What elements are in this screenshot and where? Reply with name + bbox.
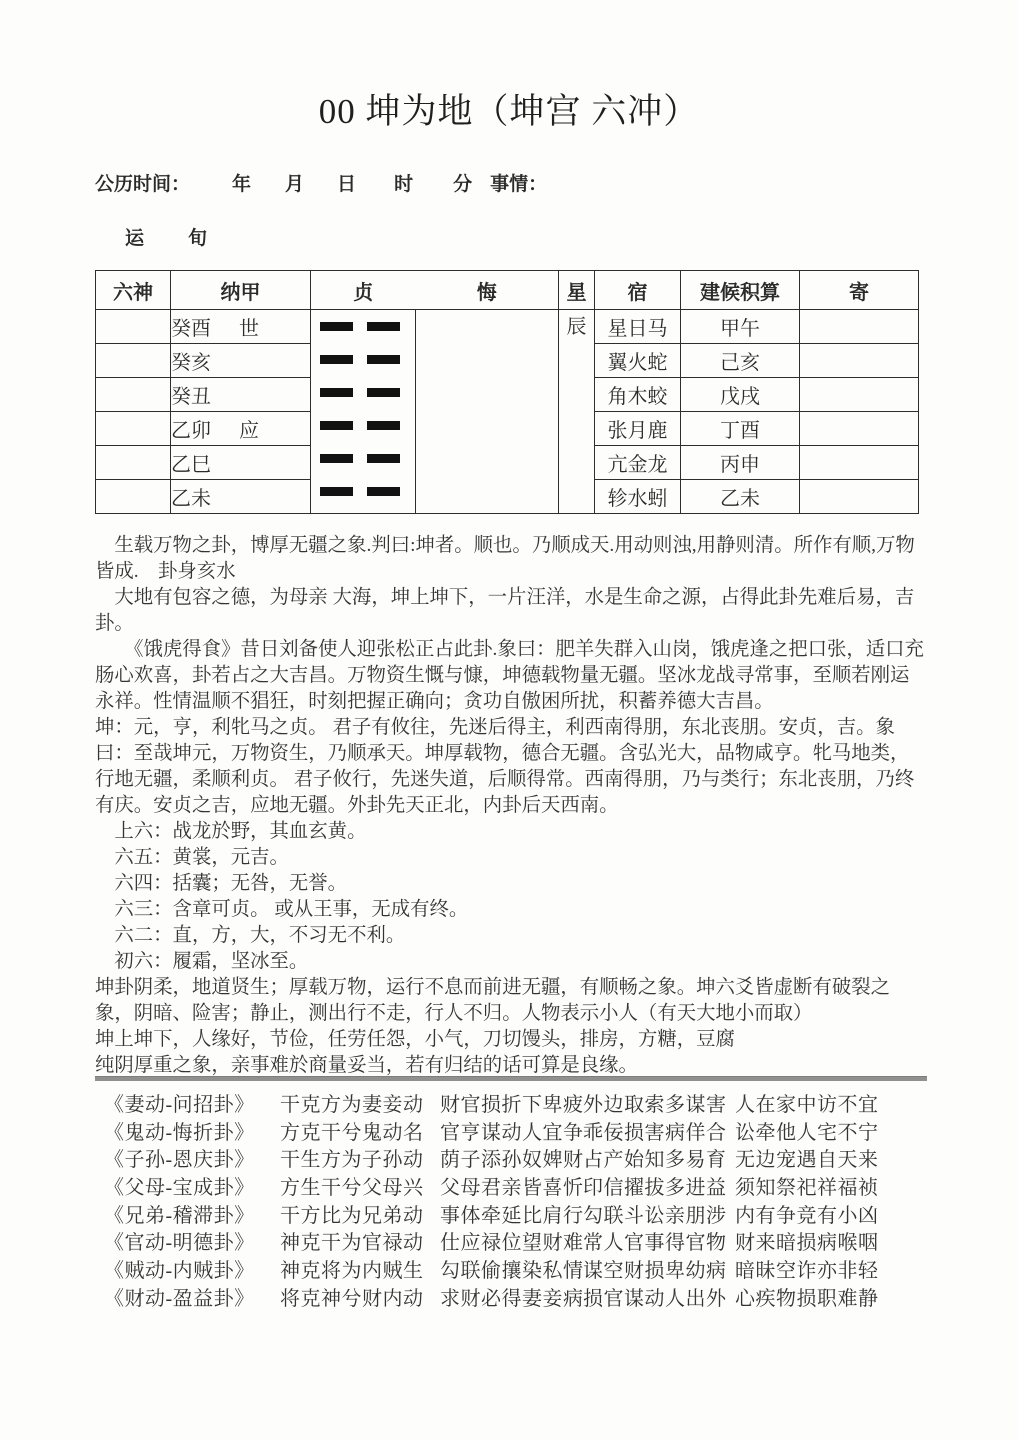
liushen-cell [96, 480, 171, 514]
ji-cell [800, 446, 919, 480]
verse-row [104, 1147, 879, 1175]
verse-row [104, 1203, 879, 1231]
yin-line-icon [311, 376, 415, 409]
col-header-jianhou: 建候积算 [681, 271, 800, 310]
verse-row [104, 1175, 879, 1203]
jianhou-cell: 乙未 [681, 480, 800, 514]
line-bar [320, 421, 353, 431]
yun-xun-line [125, 223, 207, 250]
liushen-cell [96, 344, 171, 378]
paragraph: 六三：含章可贞。 或从王事，无成有终。 [95, 899, 469, 920]
line-bar [320, 388, 353, 398]
verse-col-2: 干克方为妻妾动 [280, 1094, 424, 1116]
verse-table [104, 1092, 879, 1314]
line-bar [320, 355, 353, 365]
paragraph: 坤上坤下，人缘好，节俭，任劳任怨，小气，刀切馒头，排房，方糖，豆腐 [95, 1029, 735, 1050]
ji-cell [800, 344, 919, 378]
stem-branch-text: 癸酉 [171, 318, 211, 340]
col-header-zhen-hui [311, 271, 559, 310]
verse-row [104, 1230, 879, 1258]
paragraph: 大地有包容之德，为母亲 大海，坤上坤下，一片汪洋，水是生命之源，占得此卦先难后易，吉卦。 [95, 587, 915, 634]
line-bar [367, 322, 400, 332]
paragraph: 生载万物之卦，博厚无疆之象.判曰:坤者。顺也。乃顺成天.用动则浊,用静则清。所作有顺,万物皆成. 卦身亥水 [95, 535, 915, 582]
verse-col-3: 求财必得妻妾病 [440, 1287, 584, 1310]
hexagram-table [95, 270, 919, 514]
xing-cell: 辰 [559, 310, 595, 514]
verse-row [104, 1286, 879, 1314]
paragraph: 坤：元，亨，利牝马之贞。 君子有攸往，先迷后得主，利西南得朋，东北丧朋。安贞，吉。象曰：至哉坤元，万物资生，乃顺承天。坤厚载物，德合无疆。含弘光大，品物咸亨。牝马地类，行地无疆，柔顺利贞。 君子攸行，先迷失道，后顺得常。西南得朋，乃与类行；东北丧朋，乃终有庆。安贞之吉，应地无疆。外卦先天正北，内卦后天西南。 [95, 717, 915, 816]
xun-label: 旬 [188, 228, 208, 249]
verse-col-4: 外边取索多谋害 [583, 1094, 727, 1116]
jianhou-cell: 己亥 [681, 344, 800, 378]
verse-col-4: 勾联斗讼亲朋涉 [583, 1204, 727, 1227]
paragraph: 六四：括囊；无咎，无誉。 [95, 873, 348, 894]
verse-col-2: 方克干兮鬼动名 [280, 1121, 424, 1144]
su-cell: 星日马 [595, 310, 681, 344]
line-bar [320, 487, 353, 497]
col-header-su: 宿 [595, 271, 681, 310]
su-cell: 张月鹿 [595, 412, 681, 446]
paragraph: 纯阴厚重之象，亲事难於商量妥当，若有归结的话可算是良缘。 [95, 1055, 638, 1076]
paragraph: 六二：直，方，大，不习无不利。 [95, 925, 406, 946]
su-cell: 翼火蛇 [595, 344, 681, 378]
liushen-cell [96, 412, 171, 446]
line-bar [367, 454, 400, 464]
stem-branch-text: 癸丑 [171, 386, 211, 408]
verse-row [104, 1258, 879, 1286]
shi-ying-mark: 世 [239, 318, 259, 340]
hui-cell [416, 310, 559, 514]
col-header-zhen: 贞 [353, 281, 374, 304]
section-divider [95, 1076, 927, 1081]
verse-col-5: 暗昧空诈亦非轻 [735, 1260, 879, 1283]
jianhou-cell: 丙申 [681, 446, 800, 480]
verse-col-3: 荫子添孙奴婢财 [440, 1149, 584, 1172]
paragraph: 初六：履霜，坚冰至。 [95, 951, 309, 972]
verse-col-4: 谋空财损卑幼病 [583, 1260, 727, 1283]
verse-col-3: 官亨谋动人宜争 [440, 1121, 584, 1144]
najia-cell [171, 310, 311, 344]
verse-col-5: 内有争竞有小凶 [735, 1204, 879, 1227]
ji-cell [800, 412, 919, 446]
hour-label: 时 [394, 174, 414, 195]
verse-col-3: 财官损折下卑疲 [440, 1094, 584, 1116]
jianhou-cell: 丁酉 [681, 412, 800, 446]
verse-col-2: 将克神兮财内动 [280, 1287, 424, 1310]
verse-col-4: 乖佞损害病佯合 [583, 1121, 727, 1144]
verse-name: 《子孙-恩庆卦》 [104, 1149, 255, 1172]
month-label: 月 [285, 174, 305, 195]
najia-cell [171, 412, 311, 446]
paragraph: 《饿虎得食》昔日刘备使人迎张松正占此卦.象曰：肥羊失群入山岗，饿虎逢之把口张，适口充肠心欢喜，卦若占之大吉昌。万物资生慨与慷，坤德载物量无疆。坚冰龙战寻常事，至顺若刚运永祥。性情温顺不猖狂，时刻把握正确向；贪功自傲困所扰，积蓄养德大吉昌。 [95, 639, 924, 712]
najia-cell [171, 480, 311, 514]
paragraph: 上六：战龙於野，其血玄黄。 [95, 821, 367, 842]
verse-col-5: 心疾物损职难静 [735, 1287, 879, 1310]
verse-col-5: 人在家中访不宜 [735, 1094, 879, 1116]
verse-col-3: 仕应禄位望财难 [440, 1232, 584, 1255]
verse-name: 《贼动-内贼卦》 [104, 1260, 255, 1283]
verse-col-2: 干方比为兄弟动 [280, 1204, 424, 1227]
hexagram-table-row [96, 310, 919, 344]
verse-col-2: 神克将为内贼生 [280, 1260, 424, 1283]
yun-label: 运 [125, 228, 145, 249]
liushen-cell [96, 310, 171, 344]
najia-cell [171, 344, 311, 378]
paragraph: 坤卦阴柔，地道贤生；厚载万物，运行不息而前进无疆，有顺畅之象。坤六爻皆虚断有破裂之象，阴暗、险害；静止，测出行不走，行人不归。人物表示小人（有天大地小而取） [95, 977, 891, 1024]
verse-name: 《妻动-问招卦》 [104, 1094, 255, 1116]
verse-col-4: 占产始知多易育 [583, 1149, 727, 1172]
verse-col-2: 干生方为子孙动 [280, 1149, 424, 1172]
verse-col-3: 事体牵延比肩行 [440, 1204, 584, 1227]
verse-col-2: 方生干兮父母兴 [280, 1177, 424, 1200]
stem-branch-text: 癸亥 [171, 352, 211, 374]
verse-col-2: 神克干为官禄动 [280, 1232, 424, 1255]
verse-col-3: 父母君亲皆喜忻 [440, 1177, 584, 1200]
liushen-cell [96, 378, 171, 412]
yin-line-icon [311, 475, 415, 508]
zhen-hexagram-cell [311, 310, 416, 514]
su-cell: 轸水蚓 [595, 480, 681, 514]
day-label: 日 [337, 174, 357, 195]
yin-line-icon [311, 409, 415, 442]
verse-col-5: 须知祭祀祥福祯 [735, 1177, 879, 1200]
yin-line-icon [311, 310, 415, 343]
verse-name: 《父母-宝成卦》 [104, 1177, 255, 1200]
hexagram-table-header-row [96, 271, 919, 310]
paragraph: 六五：黄裳，元吉。 [95, 847, 289, 868]
verse-name: 《官动-明德卦》 [104, 1232, 255, 1255]
verse-col-4: 印信擢拔多进益 [583, 1177, 727, 1200]
najia-cell [171, 446, 311, 480]
jianhou-cell: 戊戌 [681, 378, 800, 412]
stem-branch-text: 乙巳 [171, 454, 211, 476]
liushen-cell [96, 446, 171, 480]
stem-branch-text: 乙卯 [171, 420, 211, 442]
shi-ying-mark: 应 [239, 420, 259, 442]
col-header-liushen: 六神 [96, 271, 171, 310]
page-title: 00 坤为地（坤宫 六冲） [318, 92, 700, 131]
su-cell: 亢金龙 [595, 446, 681, 480]
verse-col-5: 财来暗损病喉咽 [735, 1232, 879, 1255]
ji-cell [800, 378, 919, 412]
col-header-ji: 寄 [800, 271, 919, 310]
jianhou-cell: 甲午 [681, 310, 800, 344]
verse-col-3: 勾联偷攘染私情 [440, 1260, 584, 1283]
line-bar [367, 421, 400, 431]
verse-col-5: 无边宠遇自天来 [735, 1149, 879, 1172]
verse-name: 《财动-盈益卦》 [104, 1287, 255, 1310]
matter-label: 事情： [490, 174, 548, 195]
col-header-najia: 纳甲 [171, 271, 311, 310]
date-line [95, 169, 547, 196]
line-bar [367, 355, 400, 365]
interpretation-text [95, 533, 928, 1079]
col-header-hui: 悔 [476, 281, 497, 304]
date-label: 公历时间： [95, 174, 191, 195]
su-cell: 角木蛟 [595, 378, 681, 412]
yin-line-icon [311, 442, 415, 475]
verse-col-4: 常人官事得官物 [583, 1232, 727, 1255]
najia-cell [171, 378, 311, 412]
col-header-xing: 星 [559, 271, 595, 310]
ji-cell [800, 310, 919, 344]
line-bar [320, 322, 353, 332]
verse-name: 《鬼动-悔折卦》 [104, 1121, 255, 1144]
verse-name: 《兄弟-稽滞卦》 [104, 1204, 255, 1227]
verse-col-4: 损官谋动人出外 [583, 1287, 727, 1310]
minute-label: 分 [453, 174, 473, 195]
verse-col-5: 讼牵他人宅不宁 [735, 1121, 879, 1144]
year-label: 年 [232, 174, 252, 195]
verse-row [104, 1092, 879, 1120]
verse-row [104, 1120, 879, 1148]
ji-cell [800, 480, 919, 514]
stem-branch-text: 乙未 [171, 488, 211, 510]
yin-line-icon [311, 343, 415, 376]
line-bar [367, 487, 400, 497]
line-bar [367, 388, 400, 398]
line-bar [320, 454, 353, 464]
